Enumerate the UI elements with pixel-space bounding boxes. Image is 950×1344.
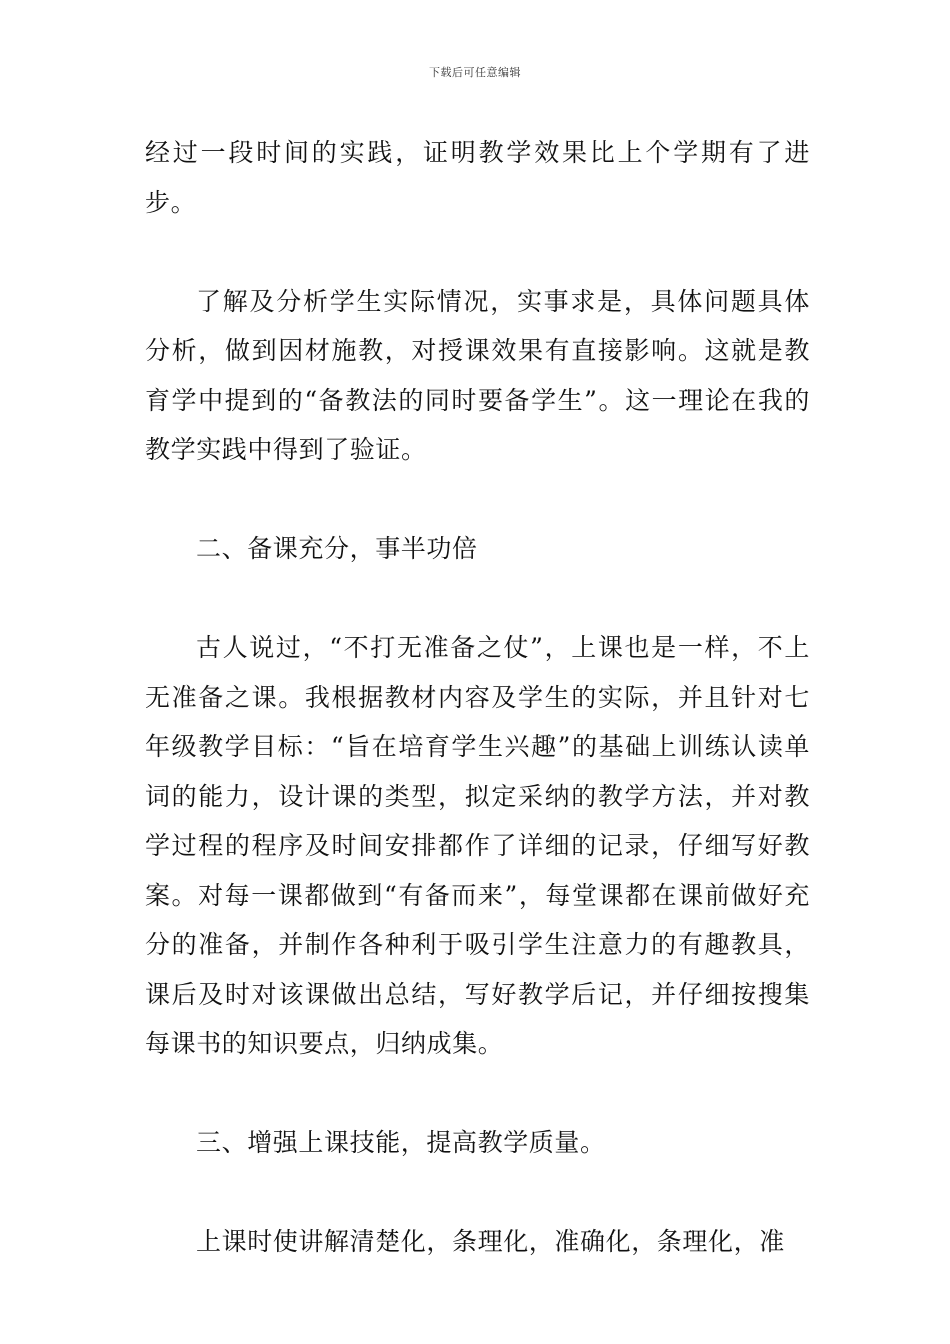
section-heading-teaching-skills: 三、增强上课技能，提高教学质量。 xyxy=(196,1128,606,1157)
paragraph-practice-result: 经过一段时间的实践，证明教学效果比上个学期有了进步。 xyxy=(145,138,810,217)
document-body xyxy=(145,128,810,1267)
page-header-note: 下载后可任意编辑 xyxy=(429,66,521,79)
section-heading-lesson-prep: 二、备课充分，事半功倍 xyxy=(196,534,478,563)
paragraph-lesson-prep: 古人说过，“不打无准备之仗”，上课也是一样，不上无准备之课。我根据教材内容及学生的实际，并且针对七年级教学目标：“旨在培育学生兴趣”的基础上训练认读单词的能力，设计课的类型，拟定采纳的教学方法，并对教学过程的程序及时间安排都作了详细的记录，仔细写好教案。对每一课都做到“有备而来”，每堂课都在课前做好充分的准备，并制作各种利于吸引学生注意力的有趣教具，课后及时对该课做出总结，写好教学后记，并仔细按搜集每课书的知识要点，归纳成集。 xyxy=(145,633,810,1058)
paragraph-teaching-skills: 上课时使讲解清楚化，条理化，准确化，条理化，准 xyxy=(196,1227,785,1256)
paragraph-student-analysis: 了解及分析学生实际情况，实事求是，具体问题具体分析，做到因材施教，对授课效果有直接影响。这就是教育学中提到的“备教法的同时要备学生”。这一理论在我的教学实践中得到了验证。 xyxy=(145,286,810,464)
